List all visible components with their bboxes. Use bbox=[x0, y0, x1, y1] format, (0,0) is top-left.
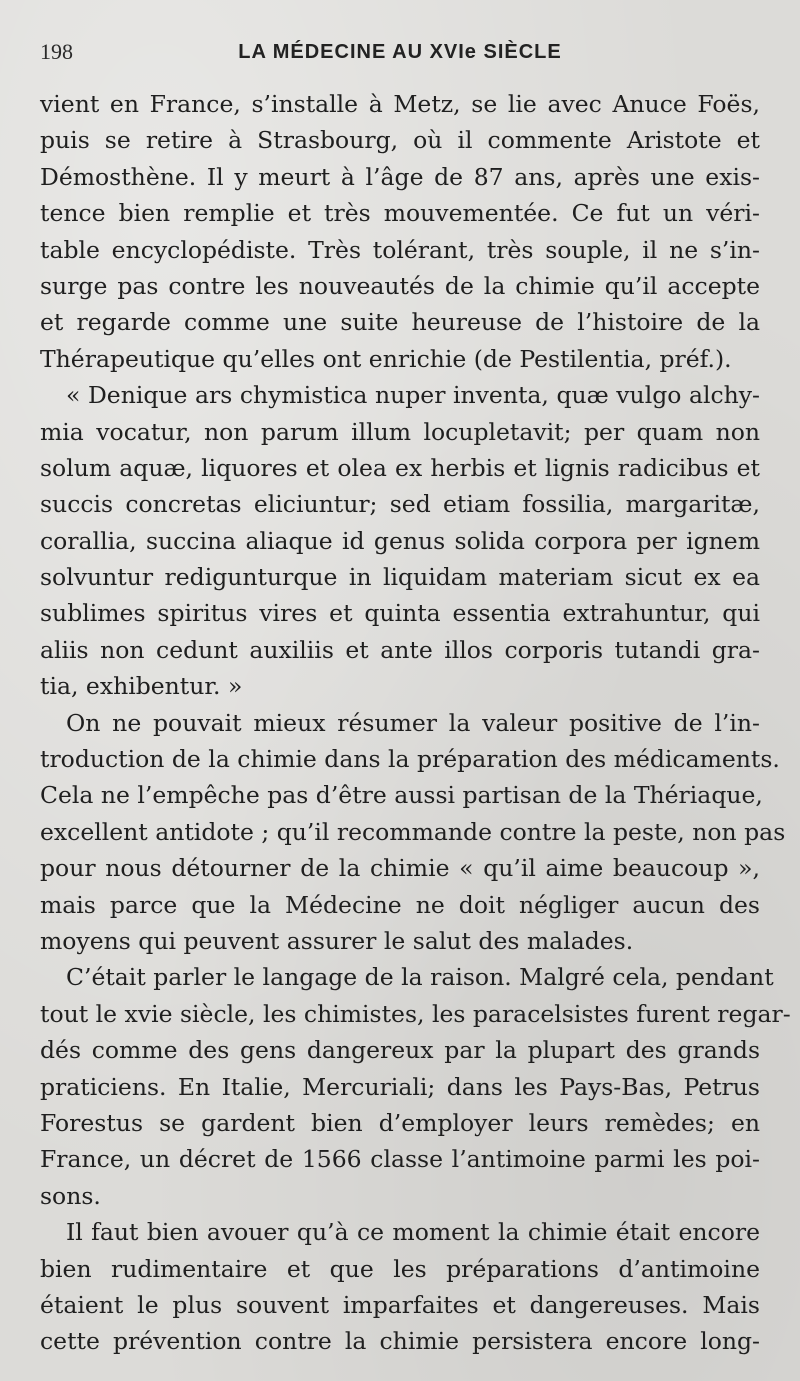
text-line: corallia, succina aliaque id genus solida corpora per ignem bbox=[40, 526, 760, 555]
text-line: solum aquæ, liquores et olea ex herbis et lignis radicibus et bbox=[40, 453, 760, 482]
text-line: succis concretas eliciuntur; sed etiam fossilia, margaritæ, bbox=[40, 490, 760, 519]
body-text bbox=[40, 86, 791, 1360]
text-line: C’était parler le langage de la raison. Malgré cela, pendant bbox=[66, 963, 774, 992]
text-line: Cela ne l’empêche pas d’être aussi partisan de la Thériaque, bbox=[40, 781, 763, 810]
text-line: Thérapeutique qu’elles ont enrichie (de Pestilentia, préf.). bbox=[40, 344, 732, 373]
text-line: Démosthène. Il y meurt à l’âge de 87 ans, après une exis- bbox=[40, 162, 760, 191]
text-line: et regarde comme une suite heureuse de l’histoire de la bbox=[40, 308, 760, 337]
text-line: tia, exhibentur. » bbox=[40, 672, 243, 701]
text-line: puis se retire à Strasbourg, où il commente Aristote et bbox=[40, 126, 760, 155]
text-line: Forestus se gardent bien d’employer leurs remèdes; en bbox=[40, 1108, 760, 1137]
text-line: pour nous détourner de la chimie « qu’il aime beaucoup », bbox=[40, 854, 760, 883]
text-line: tout le xvie siècle, les chimistes, les paracelsistes furent regar- bbox=[40, 999, 791, 1028]
text-line: Il faut bien avouer qu’à ce moment la chimie était encore bbox=[66, 1218, 760, 1247]
running-title: LA MÉDECINE AU XVIe SIÈCLE bbox=[238, 40, 562, 63]
text-line: solvuntur redigunturque in liquidam materiam sicut ex ea bbox=[40, 563, 760, 592]
text-line: France, un décret de 1566 classe l’antimoine parmi les poi- bbox=[40, 1145, 760, 1174]
text-line: cette prévention contre la chimie persistera encore long- bbox=[40, 1327, 760, 1356]
text-line: bien rudimentaire et que les préparations d’antimoine bbox=[40, 1254, 760, 1283]
text-line: étaient le plus souvent imparfaites et dangereuses. Mais bbox=[40, 1290, 760, 1319]
text-line: praticiens. En Italie, Mercuriali; dans les Pays-Bas, Petrus bbox=[40, 1072, 760, 1101]
text-line: surge pas contre les nouveautés de la chimie qu’il accepte bbox=[40, 271, 760, 300]
text-line: tence bien remplie et très mouvementée. Ce fut un véri- bbox=[40, 199, 760, 228]
text-line: excellent antidote ; qu’il recommande contre la peste, non pas bbox=[40, 817, 786, 846]
text-line: vient en France, s’installe à Metz, se lie avec Anuce Foës, bbox=[40, 90, 760, 118]
text-line: moyens qui peuvent assurer le salut des malades. bbox=[40, 926, 634, 955]
text-line: aliis non cedunt auxiliis et ante illos corporis tutandi gra- bbox=[40, 635, 760, 664]
page-number: 198 bbox=[40, 39, 73, 64]
page-header bbox=[40, 32, 760, 72]
text-line: sublimes spiritus vires et quinta essentia extrahuntur, qui bbox=[40, 599, 760, 628]
text-line: table encyclopédiste. Très tolérant, très souple, il ne s’in- bbox=[40, 235, 760, 264]
text-line: sons. bbox=[40, 1181, 101, 1210]
text-line: troduction de la chimie dans la préparation des médicaments. bbox=[40, 745, 780, 774]
text-line: On ne pouvait mieux résumer la valeur positive de l’in- bbox=[66, 708, 760, 737]
text-line: « Denique ars chymistica nuper inventa, quæ vulgo alchy- bbox=[66, 381, 760, 410]
text-line: mia vocatur, non parum illum locupletavit; per quam non bbox=[40, 417, 760, 446]
text-line: mais parce que la Médecine ne doit négliger aucun des bbox=[40, 890, 760, 919]
text-line: dés comme des gens dangereux par la plupart des grands bbox=[40, 1036, 760, 1065]
